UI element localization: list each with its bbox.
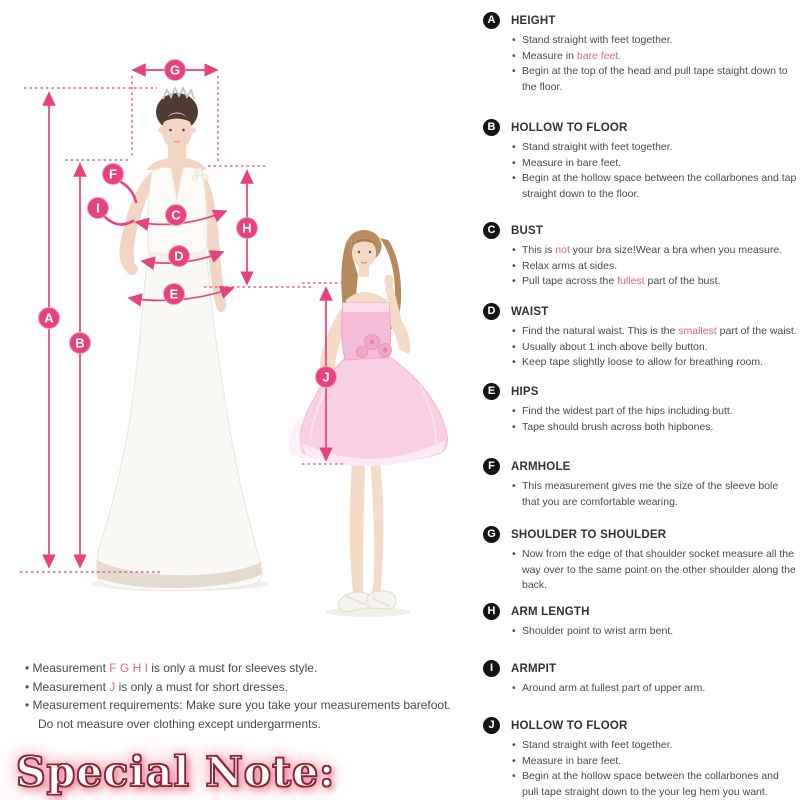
note-line: • Measurement requirements: Make sure you take your measurements barefoot. — [25, 696, 465, 715]
instruction-bullet: • Begin at the hollow space between the collarbones and pull tape straight down to the your leg hem you want. — [512, 769, 797, 800]
figure-marker-F — [103, 164, 124, 185]
instruction-bullet: • Measure in bare feet. — [512, 156, 797, 172]
section-title: HIPS — [511, 385, 539, 398]
figure-marker-J — [316, 367, 337, 388]
instruction-bullet: • Measure in bare feet. — [512, 754, 797, 770]
section-title: ARMHOLE — [511, 460, 571, 473]
measurement-section-J — [483, 717, 797, 800]
measurement-list — [483, 0, 797, 800]
measurement-section-I — [483, 660, 797, 697]
figure-marker-E — [164, 284, 185, 305]
section-title: BUST — [511, 224, 544, 237]
figure-marker-C — [166, 205, 187, 226]
list-badge-A: A — [483, 12, 500, 29]
figure-illustration — [0, 0, 480, 650]
svg-text:B: B — [75, 335, 85, 351]
list-badge-B: B — [483, 119, 500, 136]
section-title: HEIGHT — [511, 14, 556, 27]
measurement-section-H — [483, 603, 797, 640]
instruction-bullet: • Find the widest part of the hips including butt. — [512, 404, 797, 420]
svg-text:F: F — [109, 166, 117, 182]
instruction-bullet: • Begin at the top of the head and pull tape staight down to the floor. — [512, 64, 797, 95]
instruction-bullet: • Find the natural waist. This is the smallest part of the waist. — [512, 324, 797, 340]
instruction-bullet: • This measurement gives me the size of the sleeve bole that you are comfortable wearing. — [512, 479, 797, 510]
list-badge-F: F — [483, 458, 500, 475]
instruction-bullet: • Usually about 1 inch above belly button. — [512, 340, 797, 356]
note-line: Do not measure over clothing except undergarments. — [38, 716, 321, 731]
list-badge-D: D — [483, 303, 500, 320]
svg-text:J: J — [322, 369, 330, 385]
pink-dress-figure — [289, 230, 447, 617]
instruction-bullet: • Begin at the hollow space between the collarbones and tap straight down to the floor. — [512, 171, 797, 202]
special-note-heading: Special Note: — [16, 748, 336, 796]
measurement-section-C — [483, 222, 797, 290]
instruction-bullet: • Relax arms at sides. — [512, 259, 797, 275]
instruction-bullet: • Tape should brush across both hipbones. — [512, 420, 797, 436]
section-title: SHOULDER TO SHOULDER — [511, 528, 667, 541]
svg-text:I: I — [96, 200, 100, 216]
instruction-bullet: • Shoulder point to wrist arm bent. — [512, 624, 797, 640]
instruction-bullet: • Pull tape across the fullest part of the bust. — [512, 274, 797, 290]
instruction-bullet: • Keep tape slightly loose to allow for breathing room. — [512, 355, 797, 371]
list-badge-J: J — [483, 717, 500, 734]
instruction-bullet: • Now from the edge of that shoulder socket measure all the way over to the same point on the other shoulder along the back. — [512, 547, 797, 594]
measurement-section-D — [483, 303, 797, 371]
instruction-bullet: • Stand straight with feet together. — [512, 33, 797, 49]
list-badge-I: I — [483, 660, 500, 677]
figure-marker-D — [169, 246, 190, 267]
measurement-section-A — [483, 12, 797, 95]
measurement-section-F — [483, 458, 797, 510]
section-title: ARM LENGTH — [511, 605, 590, 618]
list-badge-H: H — [483, 603, 500, 620]
figure-marker-G — [165, 60, 186, 81]
svg-text:C: C — [171, 207, 181, 223]
note-line: • Measurement F G H I is only a must for sleeves style. — [25, 659, 465, 678]
svg-text:H: H — [242, 220, 252, 236]
svg-text:G: G — [169, 62, 181, 78]
svg-text:E: E — [169, 286, 179, 302]
section-title: HOLLOW TO FLOOR — [511, 121, 628, 134]
list-badge-G: G — [483, 526, 500, 543]
figure-marker-B — [70, 333, 91, 354]
svg-text:A: A — [44, 310, 54, 326]
bride-figure — [92, 88, 268, 591]
section-title: HOLLOW TO FLOOR — [511, 719, 628, 732]
section-title: ARMPIT — [511, 662, 557, 675]
bottom-notes — [25, 659, 465, 733]
instruction-bullet: • Measure in bare feet. — [512, 49, 797, 65]
note-line: • Measurement J is only a must for short dresses. — [25, 678, 465, 697]
figure-marker-A — [39, 308, 60, 329]
measurement-section-E — [483, 383, 797, 435]
measurement-section-B — [483, 119, 797, 202]
section-title: WAIST — [511, 305, 549, 318]
instruction-bullet: • Around arm at fullest part of upper arm. — [512, 681, 797, 697]
measurement-section-G — [483, 526, 797, 594]
figure-marker-I — [88, 198, 109, 219]
list-badge-E: E — [483, 383, 500, 400]
figure-marker-H — [237, 218, 258, 239]
instruction-bullet: • Stand straight with feet together. — [512, 738, 797, 754]
instruction-bullet: • Stand straight with feet together. — [512, 140, 797, 156]
instruction-bullet: • This is not your bra size!Wear a bra when you measure. — [512, 243, 797, 259]
svg-text:D: D — [174, 248, 184, 264]
list-badge-C: C — [483, 222, 500, 239]
